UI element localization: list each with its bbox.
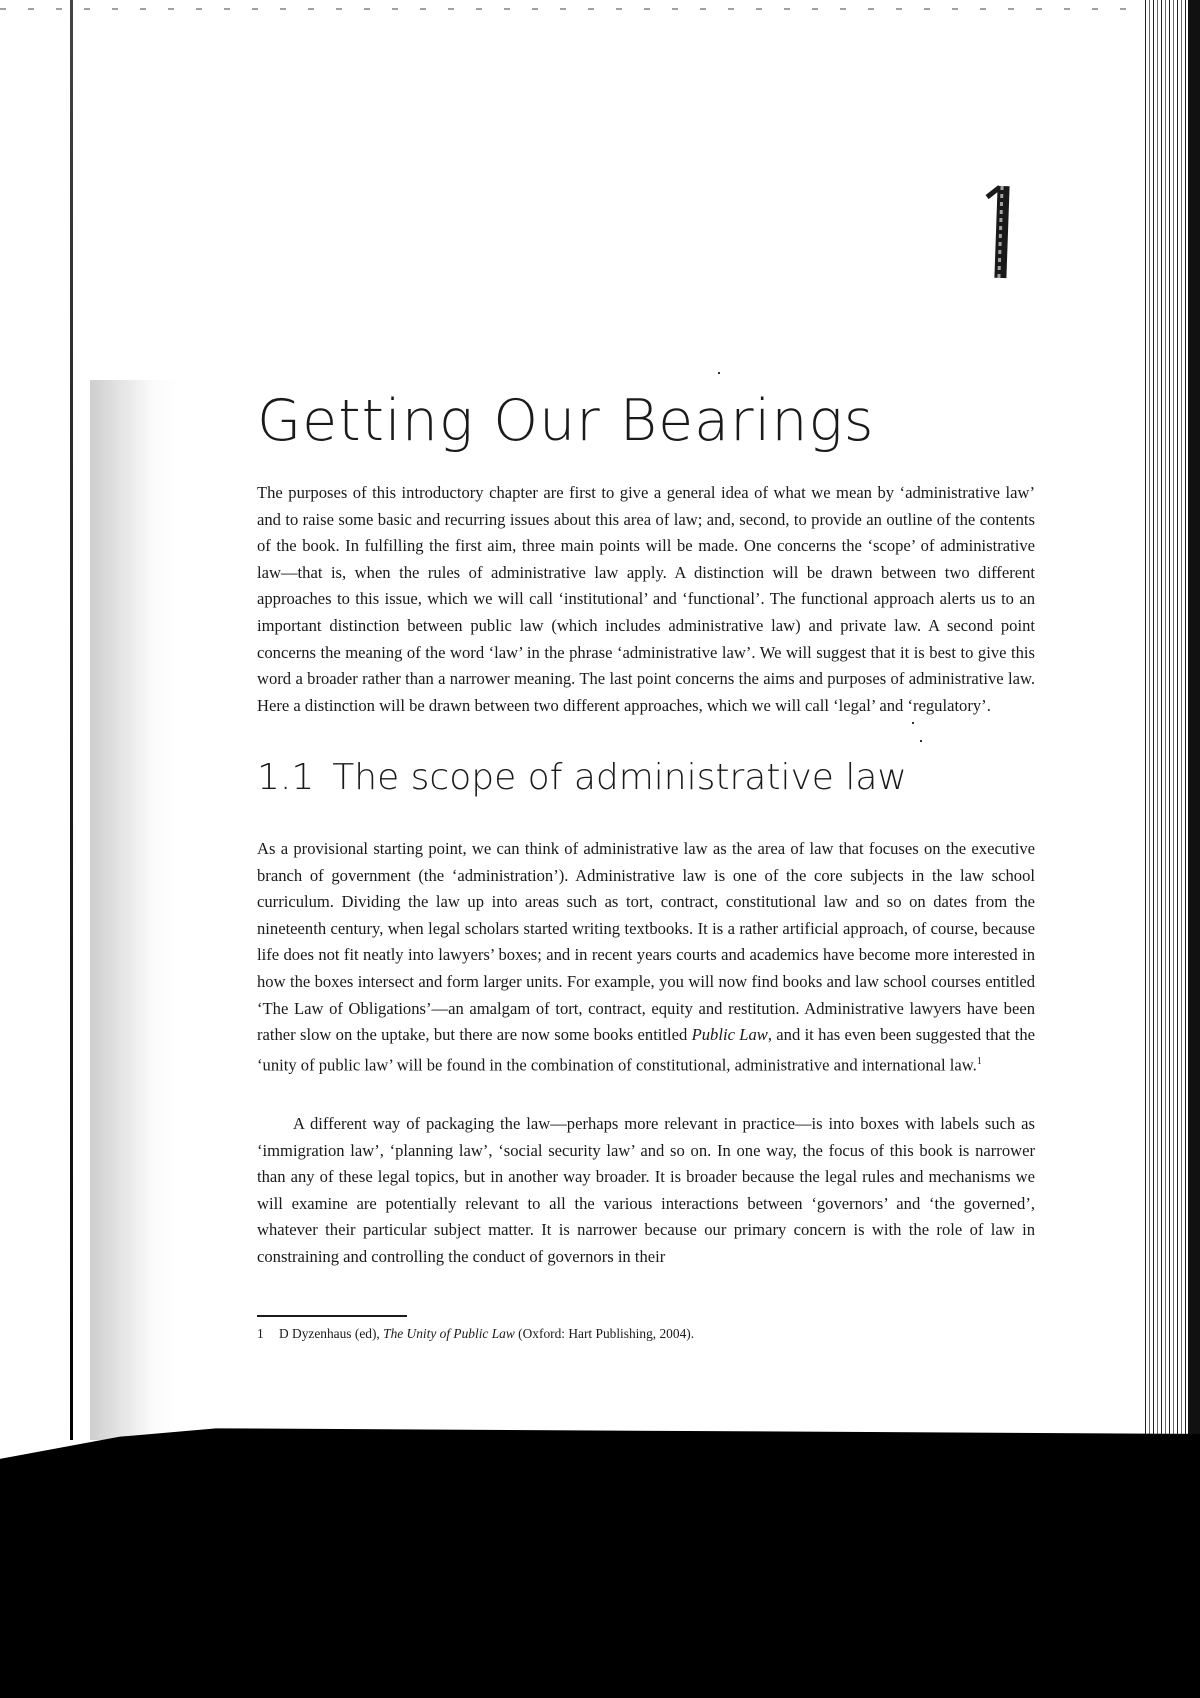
scanner-right-border	[1188, 0, 1200, 1440]
section-heading	[257, 757, 907, 798]
footnote-title: The Unity of Public Law	[383, 1326, 515, 1341]
intro-paragraph: The purposes of this introductory chapter are first to give a general idea of what we mean by ‘administrative law’ and to raise some basic and recurring issues about this area of law; and, second, to provide an outline of the contents of the book. In fulfilling the first aim, three main points will be made. One concerns the ‘scope’ of administrative law—that is, when the rules of administrative law apply. A distinction will be drawn between two different approaches to this issue, which we will call ‘institutional’ and ‘functional’. The functional approach alerts us to an important distinction between public law (which includes administrative law) and private law. A second point concerns the meaning of the word ‘law’ in the phrase ‘administrative law’. We will suggest that it is best to give this word a broader rather than a narrower meaning. The last point concerns the aims and purposes of administrative law. Here a distinction will be drawn between two different approaches, which we will call ‘legal’ and ‘regulatory’.	[257, 483, 1035, 715]
chapter-title: Getting Our Bearings	[257, 388, 875, 454]
scan-noise-top	[0, 8, 1200, 10]
gutter-shadow	[90, 380, 180, 1440]
paragraph-text-end: , and it has even been suggested that the ‘unity of public law’ will be found in the combination of constitutional, administrative and international law.	[257, 1025, 1035, 1075]
section-number: 1.1	[257, 757, 315, 798]
scanner-bottom-border	[0, 1420, 1200, 1698]
footnote-divider	[257, 1315, 407, 1317]
footnote-publisher: (Oxford: Hart Publishing, 2004).	[518, 1326, 695, 1341]
page-left-edge	[70, 0, 73, 1440]
chapter-number-glyph	[994, 186, 1009, 278]
footnote-number: 1	[257, 1326, 264, 1341]
section-title: The scope of administrative law	[332, 757, 907, 798]
footnote	[257, 1325, 694, 1343]
italic-title: Public Law	[691, 1025, 768, 1045]
footnote-author: D Dyzenhaus (ed),	[279, 1326, 380, 1341]
section-paragraph-2: A different way of packaging the law—perhaps more relevant in practice—is into boxes with labels such as ‘immigration law’, ‘planning law’, ‘social security law’ and so on. In one way, the focus of this book is narrower than any of these legal topics, but in another way broader. It is broader because the legal rules and mechanisms we will examine are potentially relevant to all the various interactions between ‘governors’ and ‘the governed’, whatever their particular subject matter. It is narrower because our primary concern is with the role of law in constraining and controlling the conduct of governors in their	[257, 1114, 1035, 1266]
footnote-reference: 1	[976, 1055, 982, 1067]
paragraph-text: As a provisional starting point, we can think of administrative law as the area of law that focuses on the executive branch of government (the ‘administration’). Administrative law is one of the core subjects in the law school curriculum. Dividing the law up into areas such as tort, contract, constitutional law and so on dates from the nineteenth century, when legal scholars started writing textbooks. It is a rather artificial approach, of course, because life does not fit neatly into lawyers’ boxes; and in recent years courts and academics have become more interested in how the boxes intersect and form larger units. For example, you will now find books and law school courses entitled ‘The Law of Obligations’—an amalgam of tort, contract, equity and restitution. Administrative lawyers have been rather slow on the uptake, but there are now some books entitled	[257, 839, 1035, 1045]
section-paragraph-1	[257, 836, 1035, 1079]
scan-speck	[912, 722, 914, 724]
scan-speck	[718, 372, 720, 374]
scan-speck	[920, 740, 922, 742]
